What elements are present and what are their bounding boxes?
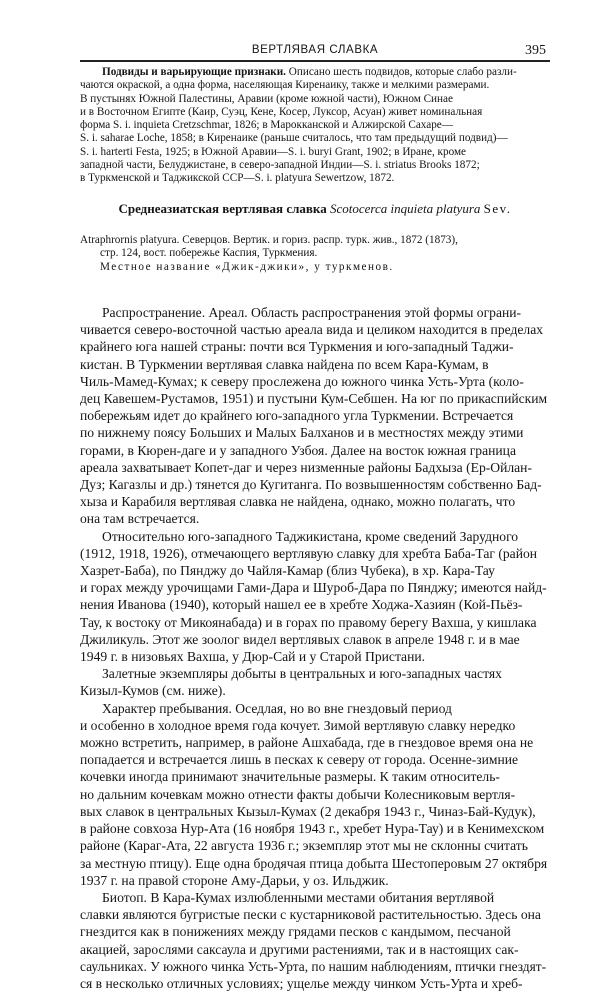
text-line: крайнего юга нашей страны: почти вся Туркмения и юго-западный Таджи-: [80, 339, 514, 355]
synonymy-line: стр. 124, вост. побережье Каспия, Туркмения.: [100, 247, 318, 260]
text-line: ся в несколько отличных условиях; ущелье между чинком Усть-Урта и хреб-: [80, 975, 523, 991]
text-line: 1949 г. в низовьях Вахша, у Дюр-Сай и у Старой Пристани.: [80, 649, 426, 665]
text-line: вых славок в центральных Кызыл-Кумах (2 декабря 1943 г., Чиназ-Бай-Кудук),: [80, 803, 536, 819]
text-line: Распространение. Ареал. Область распространения этой формы ограни-: [102, 305, 522, 320]
text-line: хыза и Карабиля вертлявая славка не найдена, однако, можно полагать, что: [80, 494, 516, 510]
running-head-title: ВЕРТЛЯВАЯ СЛАВКА: [251, 44, 379, 56]
text-line: ареала захватывает Копет-даг и через низменные районы Бадхыза (Ер-Ойлан-: [80, 459, 532, 475]
text-line: Характер пребывания. Оседлая, но во вне гнездовый период: [102, 700, 452, 716]
text-line: Дуз; Кагазлы и др.) тянется до Кугитанга. По возвышенностям собственно Бад-: [80, 477, 542, 493]
species-heading-russian: Среднеазиатская вертлявая славка: [118, 201, 327, 216]
text-line: дец Кавешем-Рустамов, 1951) и пустыни Кум-Себшен. На юг по прикаспийским: [80, 391, 548, 407]
species-heading: [80, 201, 550, 217]
text-line: в районе совхоза Нур-Ата (16 ноября 1943 г., хребет Нура-Тау) и в Кенимехском: [80, 821, 545, 837]
text-line: можно встретить, например, в районе Ашхабада, где в гнездовое время она не: [80, 735, 534, 751]
header-rule: [80, 60, 550, 62]
page-number: 395: [525, 43, 546, 58]
text-line: гнездится как в понижениях между грядами песков с кандымом, песчаной: [80, 924, 511, 940]
text-line: побережьям идет до крайнего юго-западного угла Туркмении. Встречается: [80, 408, 514, 424]
text-line: славки являются бугристые пески с кустарниковой растительностью. Здесь она: [80, 907, 541, 923]
text-line: нения Иванова (1940), который нашел ее в хребте Ходжа-Хазиян (Кой-Пьёз-: [80, 597, 523, 613]
text-line: Тау, к востоку от Микоянабада) и в горах по правому берегу Вахша, у кишлака: [80, 614, 537, 630]
subspecies-lead: Подвиды и варьирующие признаки.: [102, 66, 286, 78]
text-line: она там встречается.: [80, 511, 200, 527]
text-line: 1937 г. на правой стороне Аму-Дарьи, у оз. Ильджик.: [80, 872, 389, 888]
text-line: за местную птицу). Еще одна бродячая птица добыта Шестоперовым 27 октября: [80, 855, 548, 871]
text-line: (1912, 1918, 1926), отмечающего вертлявую славку для хребта Баба-Таг (район: [80, 545, 538, 561]
text-line: районе (Караг-Ата, 22 августа 1936 г.; экземпляр этот мы не склонны считать: [80, 838, 528, 854]
subspecies-paragraph: Подвиды и варьирующие признаки. Описано шесть подвидов, которые слабо разли- чаются окраской, а одна форма, населяющая Киренаику, также и мелкими размерами. В пустынях Южной Палестины, Аравии (кроме южной части), Южном Синае и в Восточном Египте (Каир, Суэц, Кене, Косер, Луксор, Асуан) живет номинальная форма S. i. inquieta Cretzschmar, 1826; в Марокканской и Алжирской Сахаре— S. i. saharae Loche, 1858; в Киренаике (раньше считалось, что там предыдущий подвид)— S. i. harterti Festa, 1925; в Южной Аравии—S. i. buryi Grant, 1902; в Иране, кроме западной части, Белуджистане, в северо-западной Индии—S. i. striatus Brooks 1872; в Туркменской и Таджикской ССР—S. i. platyura Sewertzow, 1872.: [80, 66, 517, 185]
text-line: Кизыл-Кумов (см. ниже).: [80, 683, 226, 699]
local-name-line: Местное название «Джик-джики», у туркменов.: [100, 260, 394, 273]
text-line: по нижнему поясу Больших и Малых Балханов и в местностях между этими: [80, 425, 524, 441]
synonymy-block: [80, 234, 550, 274]
species-heading-author: Sev.: [483, 201, 512, 216]
text-line: Биотоп. В Кара-Кумах излюбленными местами обитания вертлявой: [102, 889, 495, 905]
text-line: акацией, зарослями саксаула и другими растениями, так и в настоящих сак-: [80, 941, 519, 957]
synonymy-line: Atraphrornis platyura. Северцов. Вертик. и гориз. распр. турк. жив., 1872 (1873),: [80, 234, 458, 246]
text-line: попадается и встречается лишь в песках к северу от города. Осенне-зимние: [80, 752, 519, 768]
text-line: Залетные экземпляры добыты в центральных и юго-западных частях: [102, 666, 502, 682]
text-line: чивается северо-восточной частью ареала вида и целиком находится в пределах: [80, 322, 544, 338]
text-line: кистан. В Туркмении вертлявая славка найдена по всем Кара-Кумам, в: [80, 356, 489, 372]
text-line: Джиликуль. Этот же зоолог видел вертлявых славок в апреле 1948 г. и в мае: [80, 631, 520, 647]
text-line: кочевки иногда принимают значительные размеры. К таким относитель-: [80, 769, 500, 785]
text-line: но дальним кочевкам можно отнести факты добычи Колесниковым вертля-: [80, 786, 516, 802]
text-line: Относительно юго-западного Таджикистана, кроме сведений Зарудного: [102, 528, 519, 544]
text-line: и особенно в холодное время года кочует. Зимой вертлявую славку нередко: [80, 717, 516, 733]
text-line: саульниках. У южного чинка Усть-Урта, по нашим наблюдениям, птички гнездят-: [80, 958, 547, 974]
species-heading-latin: Scotocerca inquieta platyura: [329, 201, 481, 216]
text-line: горами, в Кюрен-даге и у западного Узбоя. Далее на восток южная граница: [80, 442, 516, 458]
text-line: Чиль-Мамед-Кумах; к северу прослежена до южного чинка Усть-Урта (коло-: [80, 373, 524, 389]
text-line: Хазрет-Баба), по Пянджу до Чайля-Камар (близ Чубека), в хр. Кара-Тау: [80, 563, 495, 579]
text-line: и горах между урочищами Гами-Дара и Шуроб-Дара по Пянджу; имеются найд-: [80, 580, 547, 596]
running-head: [80, 40, 550, 62]
main-text: [80, 304, 550, 992]
